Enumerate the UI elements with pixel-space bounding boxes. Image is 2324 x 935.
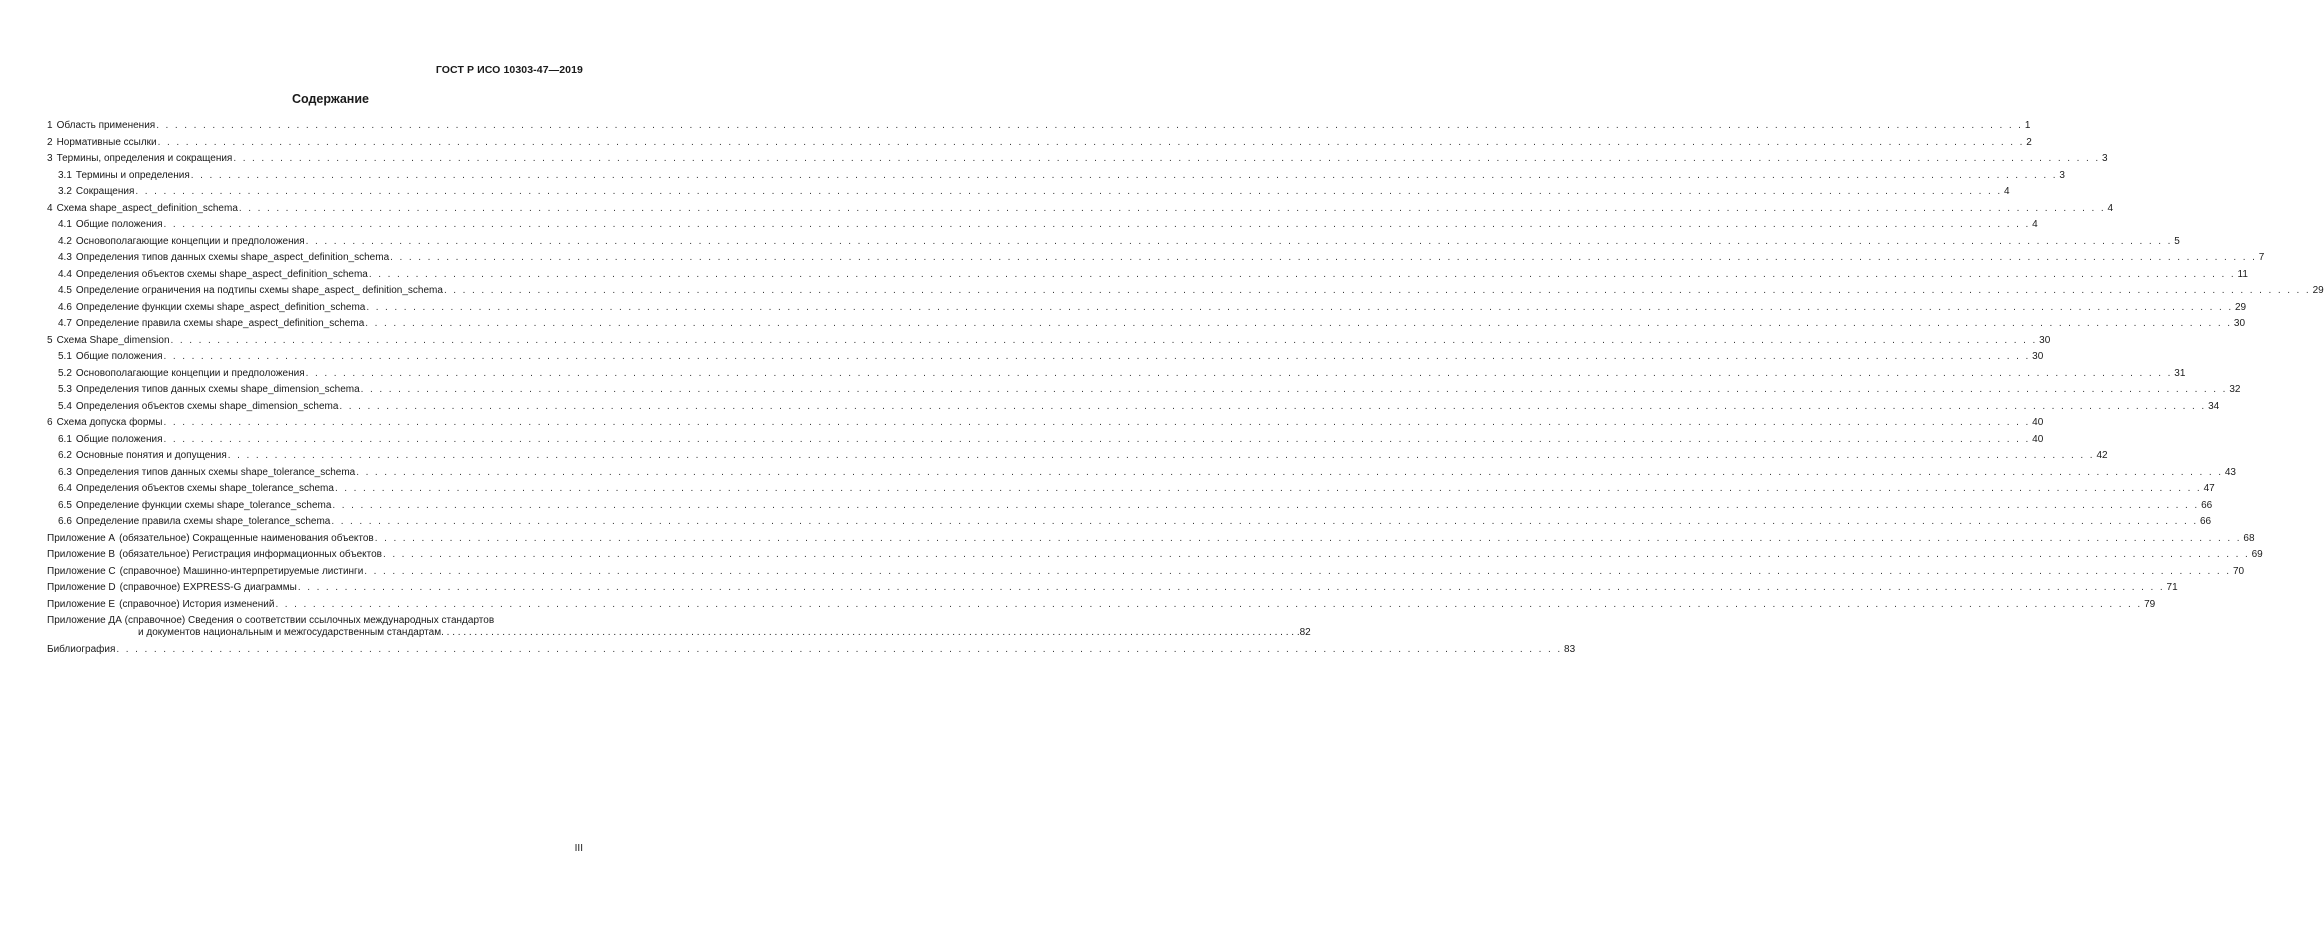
- toc-entry-number: Приложение А: [47, 532, 116, 544]
- toc-entry-text: Основополагающие концепции и предположения: [75, 367, 305, 379]
- toc-entry-number: 6.4: [58, 483, 72, 494]
- leader-dots: . . . . . . . . . . . . . . . . . . . . . . . . . . . . . . . . . . . . . . . . . . . . . . . . . . . . . . . . . . . . . . . . . . . . . . . . . . . . . . . . . . . . . . . . . . . . . . . . . . . . . . . . . . . . . . . . . . . . . . . . . . . . . . . . . . . . . . . . . . . . . . . . . . . . . . . . . . . . . . . . . . . . . . . . . . . . . . . . . . . . . . . . . . . . . . . . . . . . . . . .: [374, 532, 2242, 544]
- leader-dots: . . . . . . . . . . . . . . . . . . . . . . . . . . . . . . . . . . . . . . . . . . . . . . . . . . . . . . . . . . . . . . . . . . . . . . . . . . . . . . . . . . . . . . . . . . . . . . . . . . . . . . . . . . . . . . . . . . . . . . . . . . . . . . . . . . . . . . . . . . . . . . . . . . . . . . . . . . . . . . . . . . . . . . . . . . . . . . . . . . . . . . . . . . . . . . . . . . . . . . . .: [390, 252, 2257, 263]
- toc-entry[interactable]: [47, 186, 2010, 198]
- toc-entry-appendix-da[interactable]: [47, 615, 1311, 639]
- toc-entry-page: 66: [2200, 516, 2212, 527]
- toc-entry-number: 6.5: [58, 499, 72, 511]
- toc-entry-text: Определение функции схемы shape_aspect_definition_schema: [75, 301, 366, 313]
- toc-entries: [47, 120, 2324, 611]
- toc-entry[interactable]: [47, 120, 2031, 132]
- toc-entry[interactable]: [47, 301, 2247, 314]
- toc-entry-text: Основные понятия и допущения: [75, 450, 227, 461]
- toc-entry-number: 5: [47, 334, 53, 346]
- table-of-contents: [47, 120, 2324, 660]
- leader-dots: . . . . . . . . . . . . . . . . . . . . . . . . . . . . . . . . . . . . . . . . . . . . . . . . . . . . . . . . . . . . . . . . . . . . . . . . . . . . . . . . . . . . . . . . . . . . . . . . . . . . . . . . . . . . . . . . . . . . . . . . . . . . . . . . . . . . . . . . . . . . . . . . . . . . . . . . . . .: [441, 627, 1300, 638]
- leader-dots: . . . . . . . . . . . . . . . . . . . . . . . . . . . . . . . . . . . . . . . . . . . . . . . . . . . . . . . . . . . . . . . . . . . . . . . . . . . . . . . . . . . . . . . . . . . . . . . . . . . . . . . . . . . . . . . . . . . . . . . . . . . . . . . . . . . . . . . . . . . . . . . . . . . . . . . . . . . . . . . . . . . . . . . . . . . . . . . . . . . . . . . . . . . . . . . . . . . . . . . .: [170, 334, 2038, 346]
- leader-dots: . . . . . . . . . . . . . . . . . . . . . . . . . . . . . . . . . . . . . . . . . . . . . . . . . . . . . . . . . . . . . . . . . . . . . . . . . . . . . . . . . . . . . . . . . . . . . . . . . . . . . . . . . . . . . . . . . . . . . . . . . . . . . . . . . . . . . . . . . . . . . . . . . . . . . . . . . . . . . . . . . . . . . . . . . . . . . . . . . . . . . . . . . . . . . . . . . . . . . . . .: [366, 301, 2233, 313]
- toc-entry-text: Термины и определения: [75, 169, 190, 181]
- toc-entry-text: Нормативные ссылки: [56, 136, 157, 148]
- toc-entry-page: 3: [2059, 169, 2065, 181]
- toc-entry-bibliography[interactable]: [47, 643, 1576, 656]
- toc-entry-page: 82: [1299, 627, 1311, 638]
- toc-entry-number: 2: [47, 136, 53, 148]
- toc-entry-page: 32: [2229, 384, 2241, 395]
- toc-entry[interactable]: [47, 136, 2032, 149]
- leader-dots: . . . . . . . . . . . . . . . . . . . . . . . . . . . . . . . . . . . . . . . . . . . . . . . . . . . . . . . . . . . . . . . . . . . . . . . . . . . . . . . . . . . . . . . . . . . . . . . . . . . . . . . . . . . . . . . . . . . . . . . . . . . . . . . . . . . . . . . . . . . . . . . . . . . . . . . . . . . . . . . . . . . . . . . . . . . . . . . . . . . . . . . . . . . . . . . . . . . . . . . .: [233, 153, 2100, 164]
- toc-entry-text: Определение функции схемы shape_tolerance_schema: [75, 499, 332, 511]
- toc-entry-page: 29: [2235, 301, 2247, 313]
- toc-entry-number: 5.2: [58, 367, 72, 379]
- toc-entry-page: 30: [2032, 351, 2044, 362]
- toc-entry-text: Определение правила схемы shape_tolerance_schema: [75, 516, 331, 527]
- toc-entry-text: (справочное) EXPRESS-G диаграммы: [119, 582, 297, 593]
- toc-entry-page: 70: [2232, 565, 2245, 577]
- toc-entry-text: Определения объектов схемы shape_tolerance_schema: [75, 483, 334, 494]
- toc-entry-number: 4.7: [58, 318, 72, 329]
- toc-entry[interactable]: [47, 433, 2044, 446]
- toc-entry-page: 30: [2233, 318, 2246, 329]
- leader-dots: . . . . . . . . . . . . . . . . . . . . . . . . . . . . . . . . . . . . . . . . . . . . . . . . . . . . . . . . . . . . . . . . . . . . . . . . . . . . . . . . . . . . . . . . . . . . . . . . . . . . . . . . . . . . . . . . . . . . . . . . . . . . . . . . . . . . . . . . . . . . . . . . . . . . . . . . . . . . . . . . . . . . . . . . . . . . . . . . . . . . . . . . . . . . . . . . . . . . . . . .: [163, 219, 2031, 230]
- leader-dots: . . . . . . . . . . . . . . . . . . . . . . . . . . . . . . . . . . . . . . . . . . . . . . . . . . . . . . . . . . . . . . . . . . . . . . . . . . . . . . . . . . . . . . . . . . . . . . . . . . . . . . . . . . . . . . . . . . . . . . . . . . . . . . . . . . . . . . . . . . . . . . . . . . . . . . . . . . . . . . . . . . . . . . . . . . . . . . . . . . . . . . . . . . . . . . . . . . . . . . . .: [382, 549, 2250, 560]
- toc-entry-text: (справочное) Машинно-интерпретируемые листинги: [119, 565, 364, 577]
- leader-dots: . . . . . . . . . . . . . . . . . . . . . . . . . . . . . . . . . . . . . . . . . . . . . . . . . . . . . . . . . . . . . . . . . . . . . . . . . . . . . . . . . . . . . . . . . . . . . . . . . . . . . . . . . . . . . . . . . . . . . . . . . . . . . . . . . . . . . . . . . . . . . . . . . . . . . . . . . . . . . . . . . . . . . . . . . . . . . . . . . . . . . . . . . . . . . . . . . . . . . . . .: [135, 186, 2003, 197]
- toc-entry-text: (обязательное) Сокращенные наименования объектов: [119, 532, 374, 544]
- toc-entry-page: 47: [2203, 483, 2215, 494]
- leader-dots: . . . . . . . . . . . . . . . . . . . . . . . . . . . . . . . . . . . . . . . . . . . . . . . . . . . . . . . . . . . . . . . . . . . . . . . . . . . . . . . . . . . . . . . . . . . . . . . . . . . . . . . . . . . . . . . . . . . . . . . . . . . . . . . . . . . . . . . . . . . . . . . . . . . . . . . . . . . . . . . . . . . . . . . . . . . . . . . . . . . . . . . . . . . . . . . . . . . . . . . .: [156, 120, 2023, 131]
- toc-entry-page: 29: [2312, 285, 2324, 296]
- leader-dots: . . . . . . . . . . . . . . . . . . . . . . . . . . . . . . . . . . . . . . . . . . . . . . . . . . . . . . . . . . . . . . . . . . . . . . . . . . . . . . . . . . . . . . . . . . . . . . . . . . . . . . . . . . . . . . . . . . . . . . . . . . . . . . . . . . . . . . . . . . . . . . . . . . . . . . . . . . . . . . . . . . . . . . . . . . . . . . . . . . . . . . . . . . . . . . . . . . . . . . . .: [227, 450, 2095, 461]
- toc-entry[interactable]: [47, 285, 2324, 297]
- toc-entry-text: Определения объектов схемы shape_dimension_schema: [75, 400, 339, 412]
- leader-dots: . . . . . . . . . . . . . . . . . . . . . . . . . . . . . . . . . . . . . . . . . . . . . . . . . . . . . . . . . . . . . . . . . . . . . . . . . . . . . . . . . . . . . . . . . . . . . . . . . . . . . . . . . . . . . . . . . . . . . . . . . . . . . . . . . . . . . . . . . . . . . . . . . . . . . . . . . . . . . . . . . . . . . . . . . . . . . . . . . . . . . . . . . . . . . . . . . . . . . . . .: [339, 400, 2207, 412]
- toc-entry[interactable]: [47, 400, 2220, 413]
- toc-entry-number: 4.6: [58, 301, 72, 313]
- toc-entry-page: 30: [2039, 334, 2051, 346]
- toc-entry-page: 66: [2201, 499, 2213, 511]
- toc-entry-text: (обязательное) Регистрация информационных объектов: [119, 549, 382, 560]
- toc-entry[interactable]: [47, 351, 2044, 363]
- toc-entry-page: 11: [2237, 268, 2248, 280]
- toc-entry-page: 34: [2208, 400, 2220, 412]
- toc-entry-number: 6.1: [58, 433, 72, 445]
- toc-entry[interactable]: [47, 466, 2236, 479]
- standard-code: ГОСТ Р ИСО 10303-47—2019: [435, 64, 583, 76]
- leader-dots: . . . . . . . . . . . . . . . . . . . . . . . . . . . . . . . . . . . . . . . . . . . . . . . . . . . . . . . . . . . . . . . . . . . . . . . . . . . . . . . . . . . . . . . . . . . . . . . . . . . . . . . . . . . . . . . . . . . . . . . . . . . . . . . . . . . . . . . . . . . . . . . . . . . . . . . . . . . . . . . . . . . . . . . . . . . . . . . . . . . . . . . . . . . . . . . . . . . . . . . .: [364, 565, 2231, 577]
- leader-dots: . . . . . . . . . . . . . . . . . . . . . . . . . . . . . . . . . . . . . . . . . . . . . . . . . . . . . . . . . . . . . . . . . . . . . . . . . . . . . . . . . . . . . . . . . . . . . . . . . . . . . . . . . . . . . . . . . . . . . . . . . . . . . . . . . . . . . . . . . . . . . . . . . . . . . . . . . . . . . . . . . . . . . . . . . . . . . . . . . . . . . . . . . . . . . . . . . . . . . . . .: [332, 499, 2200, 511]
- toc-entry-text: Определения объектов схемы shape_aspect_definition_schema: [75, 268, 368, 280]
- toc-entry-text: Библиография: [47, 643, 116, 655]
- toc-entry[interactable]: [47, 384, 2241, 396]
- toc-entry[interactable]: [47, 268, 2248, 281]
- toc-title: Содержание: [291, 92, 369, 106]
- toc-entry-text: Термины, определения и сокращения: [56, 153, 233, 164]
- leader-dots: . . . . . . . . . . . . . . . . . . . . . . . . . . . . . . . . . . . . . . . . . . . . . . . . . . . . . . . . . . . . . . . . . . . . . . . . . . . . . . . . . . . . . . . . . . . . . . . . . . . . . . . . . . . . . . . . . . . . . . . . . . . . . . . . . . . . . . . . . . . . . . . . . . . . . . . . . . . . . . . . . . . . . . . . . . . . . . . . . . . . . . . . . . . . . . . . . . . . . . . .: [368, 268, 2236, 280]
- toc-entry-number: 6.3: [58, 466, 72, 478]
- toc-entry-number: 4.4: [58, 268, 72, 280]
- toc-entry-number: 5.3: [58, 384, 72, 395]
- toc-entry[interactable]: [47, 598, 2156, 611]
- leader-dots: . . . . . . . . . . . . . . . . . . . . . . . . . . . . . . . . . . . . . . . . . . . . . . . . . . . . . . . . . . . . . . . . . . . . . . . . . . . . . . . . . . . . . . . . . . . . . . . . . . . . . . . . . . . . . . . . . . . . . . . . . . . . . . . . . . . . . . . . . . . . . . . . . . . . . . . . . . . . . . . . . . . . . . . . . . . . . . . . . . . . . . . . . . . . . . . . . . . . . . . .: [360, 384, 2228, 395]
- toc-entry[interactable]: [47, 582, 2178, 594]
- leader-dots: . . . . . . . . . . . . . . . . . . . . . . . . . . . . . . . . . . . . . . . . . . . . . . . . . . . . . . . . . . . . . . . . . . . . . . . . . . . . . . . . . . . . . . . . . . . . . . . . . . . . . . . . . . . . . . . . . . . . . . . . . . . . . . . . . . . . . . . . . . . . . . . . . . . . . . . . . . . . . . . . . . . . . . . . . . . . . . . . . . . . . . . . . . . . . . . . . . . . . . . .: [297, 582, 2165, 593]
- toc-entry[interactable]: [47, 516, 2212, 528]
- toc-entry[interactable]: [47, 318, 2246, 330]
- toc-entry-page: 2: [2026, 136, 2032, 148]
- toc-entry-text: Схема shape_aspect_definition_schema: [56, 202, 238, 214]
- toc-entry-number: 4.3: [58, 252, 72, 263]
- toc-entry-page: 4: [2107, 202, 2114, 214]
- toc-entry-number: Приложение С: [47, 565, 116, 577]
- toc-entry-number: Приложение Е: [47, 598, 116, 610]
- toc-entry[interactable]: [47, 169, 2065, 182]
- toc-entry-page: 40: [2032, 417, 2044, 428]
- toc-entry-text: Определения типов данных схемы shape_tolerance_schema: [75, 466, 356, 478]
- leader-dots: . . . . . . . . . . . . . . . . . . . . . . . . . . . . . . . . . . . . . . . . . . . . . . . . . . . . . . . . . . . . . . . . . . . . . . . . . . . . . . . . . . . . . . . . . . . . . . . . . . . . . . . . . . . . . . . . . . . . . . . . . . . . . . . . . . . . . . . . . . . . . . . . . . . . . . . . . . . . . . . . . . . . . . . . . . . . . . . . . . . . . . . . . . . . . . . . . . . . . . . .: [356, 466, 2223, 478]
- toc-entry-text: Определение правила схемы shape_aspect_definition_schema: [75, 318, 365, 329]
- toc-entry-text: Определение ограничения на подтипы схемы shape_aspect_ definition_schema: [75, 285, 443, 296]
- toc-entry-page: 42: [2096, 450, 2108, 461]
- toc-entry[interactable]: [47, 367, 2186, 380]
- toc-entry-text: Схема Shape_dimension: [56, 334, 170, 346]
- toc-entry-number: 5.4: [58, 400, 72, 412]
- toc-entry[interactable]: [47, 565, 2245, 578]
- toc-entry[interactable]: [47, 219, 2038, 231]
- toc-entry-text: (справочное) История изменений: [119, 598, 275, 610]
- toc-entry-number: 6.6: [58, 516, 72, 527]
- toc-entry-text: Определения типов данных схемы shape_aspect_definition_schema: [75, 252, 390, 263]
- toc-entry-number: Приложение D: [47, 582, 116, 593]
- leader-dots: . . . . . . . . . . . . . . . . . . . . . . . . . . . . . . . . . . . . . . . . . . . . . . . . . . . . . . . . . . . . . . . . . . . . . . . . . . . . . . . . . . . . . . . . . . . . . . . . . . . . . . . . . . . . . . . . . . . . . . . . . . . . . . . . . . . . . . . . . . . . . . . . . . . . . . . . . . . . . . . . . . . . . . . . . . . . . . . . . . . . . . . . . . . . . . . . . . . . . . . .: [275, 598, 2143, 610]
- leader-dots: . . . . . . . . . . . . . . . . . . . . . . . . . . . . . . . . . . . . . . . . . . . . . . . . . . . . . . . . . . . . . . . . . . . . . . . . . . . . . . . . . . . . . . . . . . . . . . . . . . . . . . . . . . . . . . . . . . . . . . . . . . . . . . . . . . . . . . . . . . . . . . . . . . . . . . . . . . . . . . . . . . . . . . . . . . . . . . . . . . . . . . . . . . . . . . . . . . . . . . . .: [334, 483, 2202, 494]
- toc-entry[interactable]: [47, 153, 2108, 165]
- leader-dots: . . . . . . . . . . . . . . . . . . . . . . . . . . . . . . . . . . . . . . . . . . . . . . . . . . . . . . . . . . . . . . . . . . . . . . . . . . . . . . . . . . . . . . . . . . . . . . . . . . . . . . . . . . . . . . . . . . . . . . . . . . . . . . . . . . . . . . . . . . . . . . . . . . . . . . . . . . . . . . . . . . . . . . . . . . . . . . . . . . . . . . . . . . . . . . . . . . . . . . . .: [190, 169, 2058, 181]
- toc-entry-page: 4: [2004, 186, 2010, 197]
- toc-entry-page: 1: [2024, 120, 2031, 131]
- leader-dots: . . . . . . . . . . . . . . . . . . . . . . . . . . . . . . . . . . . . . . . . . . . . . . . . . . . . . . . . . . . . . . . . . . . . . . . . . . . . . . . . . . . . . . . . . . . . . . . . . . . . . . . . . . . . . . . . . . . . . . . . . . . . . . . . . . . . . . . . . . . . . . . . . . . . . . . . . . . . . . . . . . . . . . . . . . . . . . . . . . . . . . . . . . . . . . . . . . . . . . . .: [331, 516, 2198, 527]
- toc-entry-text-line2: и документов национальным и межгосударственным стандартам: [138, 627, 442, 638]
- toc-entry-page: 31: [2174, 367, 2186, 379]
- toc-entry-number: 1: [47, 120, 53, 131]
- toc-entry-text: Сокращения: [75, 186, 135, 197]
- toc-entry-page: 69: [2251, 549, 2263, 560]
- leader-dots: . . . . . . . . . . . . . . . . . . . . . . . . . . . . . . . . . . . . . . . . . . . . . . . . . . . . . . . . . . . . . . . . . . . . . . . . . . . . . . . . . . . . . . . . . . . . . . . . . . . . . . . . . . . . . . . . . . . . . . . . . . . . . . . . . . . . . . . . . . . . . . . . . . . . . . . . . . . . . . . . . . . . . . . . . . . . . . . . . . . . . . . . . . . . . . . . . . . . . . . .: [305, 235, 2173, 247]
- toc-entry-text: Определения типов данных схемы shape_dimension_schema: [75, 384, 360, 395]
- leader-dots: . . . . . . . . . . . . . . . . . . . . . . . . . . . . . . . . . . . . . . . . . . . . . . . . . . . . . . . . . . . . . . . . . . . . . . . . . . . . . . . . . . . . . . . . . . . . . . . . . . . . . . . . . . . . . . . . . . . . . . . . . . . . . . . . . . . . . . . . . . . . . . . . . . . . . . . . . . . . . . . . . . . . . . . . . . . . . . . . . . . . . . . . . . . . . . . . . . . . . . . .: [443, 285, 2311, 296]
- toc-entry[interactable]: [47, 202, 2114, 215]
- toc-entry[interactable]: [47, 450, 2108, 462]
- toc-entry-page: 40: [2032, 433, 2044, 445]
- toc-entry-page: 7: [2258, 252, 2265, 263]
- toc-entry[interactable]: [47, 235, 2180, 248]
- toc-entry-page: 4: [2032, 219, 2038, 230]
- toc-entry-number: Приложение ДА: [47, 615, 122, 626]
- leader-dots: . . . . . . . . . . . . . . . . . . . . . . . . . . . . . . . . . . . . . . . . . . . . . . . . . . . . . . . . . . . . . . . . . . . . . . . . . . . . . . . . . . . . . . . . . . . . . . . . . . . . . . . . . . . . . . . . . . . . . . . . . . . . . . . . . . . . . . . . . . . . . . . . . . . . . . . . . . . . . . . . . . . . . . . . . . . . . . . . . . . . . . . . . . . . . . . . . . . . . . . .: [365, 318, 2232, 329]
- toc-entry-text-line1: (справочное) Сведения о соответствии ссылочных международных стандартов: [124, 615, 495, 626]
- toc-entry-number: 3: [47, 153, 53, 164]
- toc-entry-text: Общие положения: [75, 219, 163, 230]
- toc-entry-page: 83: [1564, 643, 1576, 655]
- leader-dots: . . . . . . . . . . . . . . . . . . . . . . . . . . . . . . . . . . . . . . . . . . . . . . . . . . . . . . . . . . . . . . . . . . . . . . . . . . . . . . . . . . . . . . . . . . . . . . . . . . . . . . . . . . . . . . . . . . . . . . . . . . . . . . . . . . . . . . . . . . . . . . . . . . . . . . . . . . . . . . . . . . . . . . . . . . . . . . . . . . . . . . . . . . . . . . . . . . . . . . . .: [163, 417, 2031, 428]
- page-number: III: [574, 843, 583, 854]
- toc-entry-page: 71: [2166, 582, 2178, 593]
- toc-entry-number: 5.1: [58, 351, 72, 362]
- toc-entry-number: 4: [47, 202, 53, 214]
- leader-dots: . . . . . . . . . . . . . . . . . . . . . . . . . . . . . . . . . . . . . . . . . . . . . . . . . . . . . . . . . . . . . . . . . . . . . . . . . . . . . . . . . . . . . . . . . . . . . . . . . . . . . . . . . . . . . . . . . . . . . . . . . . . . . . . . . . . . . . . . . . . . . . . . . . . . . . . . . . .: [116, 643, 1563, 655]
- toc-entry-number: 4.1: [58, 219, 72, 230]
- toc-entry[interactable]: [47, 483, 2215, 495]
- toc-entry-text: Схема допуска формы: [56, 417, 163, 428]
- leader-dots: . . . . . . . . . . . . . . . . . . . . . . . . . . . . . . . . . . . . . . . . . . . . . . . . . . . . . . . . . . . . . . . . . . . . . . . . . . . . . . . . . . . . . . . . . . . . . . . . . . . . . . . . . . . . . . . . . . . . . . . . . . . . . . . . . . . . . . . . . . . . . . . . . . . . . . . . . . . . . . . . . . . . . . . . . . . . . . . . . . . . . . . . . . . . . . . . . . . . . . . .: [163, 433, 2031, 445]
- toc-entry[interactable]: [47, 252, 2265, 264]
- leader-dots: . . . . . . . . . . . . . . . . . . . . . . . . . . . . . . . . . . . . . . . . . . . . . . . . . . . . . . . . . . . . . . . . . . . . . . . . . . . . . . . . . . . . . . . . . . . . . . . . . . . . . . . . . . . . . . . . . . . . . . . . . . . . . . . . . . . . . . . . . . . . . . . . . . . . . . . . . . . . . . . . . . . . . . . . . . . . . . . . . . . . . . . . . . . . . . . . . . . . . . . .: [305, 367, 2173, 379]
- toc-entry[interactable]: [47, 549, 2263, 561]
- toc-entry-page: 79: [2144, 598, 2156, 610]
- toc-entry[interactable]: [47, 499, 2213, 512]
- toc-entry-page: 68: [2243, 532, 2255, 544]
- toc-entry-text: Область применения: [56, 120, 156, 131]
- toc-entry-page: 43: [2224, 466, 2236, 478]
- toc-entry-number: 4.5: [58, 285, 72, 296]
- leader-dots: . . . . . . . . . . . . . . . . . . . . . . . . . . . . . . . . . . . . . . . . . . . . . . . . . . . . . . . . . . . . . . . . . . . . . . . . . . . . . . . . . . . . . . . . . . . . . . . . . . . . . . . . . . . . . . . . . . . . . . . . . . . . . . . . . . . . . . . . . . . . . . . . . . . . . . . . . . . . . . . . . . . . . . . . . . . . . . . . . . . . . . . . . . . . . . . . . . . . . . . .: [163, 351, 2031, 362]
- toc-entry[interactable]: [47, 532, 2255, 545]
- toc-entry-number: 6: [47, 417, 53, 428]
- leader-dots: . . . . . . . . . . . . . . . . . . . . . . . . . . . . . . . . . . . . . . . . . . . . . . . . . . . . . . . . . . . . . . . . . . . . . . . . . . . . . . . . . . . . . . . . . . . . . . . . . . . . . . . . . . . . . . . . . . . . . . . . . . . . . . . . . . . . . . . . . . . . . . . . . . . . . . . . . . . . . . . . . . . . . . . . . . . . . . . . . . . . . . . . . . . . . . . . . . . . . . . .: [157, 136, 2025, 148]
- toc-entry-text: Общие положения: [75, 433, 163, 445]
- toc-entry-number: 3.2: [58, 186, 72, 197]
- toc-entry-page: 5: [2174, 235, 2180, 247]
- toc-entry[interactable]: [47, 417, 2044, 429]
- toc-entry-number: 3.1: [58, 169, 72, 181]
- toc-entry[interactable]: [47, 334, 2051, 347]
- toc-entry-text: Основополагающие концепции и предположения: [75, 235, 305, 247]
- toc-entry-number: 6.2: [58, 450, 72, 461]
- toc-entry-number: Приложение В: [47, 549, 116, 560]
- toc-entry-number: 4.2: [58, 235, 72, 247]
- toc-entry-page: 3: [2102, 153, 2108, 164]
- leader-dots: . . . . . . . . . . . . . . . . . . . . . . . . . . . . . . . . . . . . . . . . . . . . . . . . . . . . . . . . . . . . . . . . . . . . . . . . . . . . . . . . . . . . . . . . . . . . . . . . . . . . . . . . . . . . . . . . . . . . . . . . . . . . . . . . . . . . . . . . . . . . . . . . . . . . . . . . . . . . . . . . . . . . . . . . . . . . . . . . . . . . . . . . . . . . . . . . . . . . . . . .: [238, 202, 2106, 214]
- toc-entry-text: Общие положения: [75, 351, 163, 362]
